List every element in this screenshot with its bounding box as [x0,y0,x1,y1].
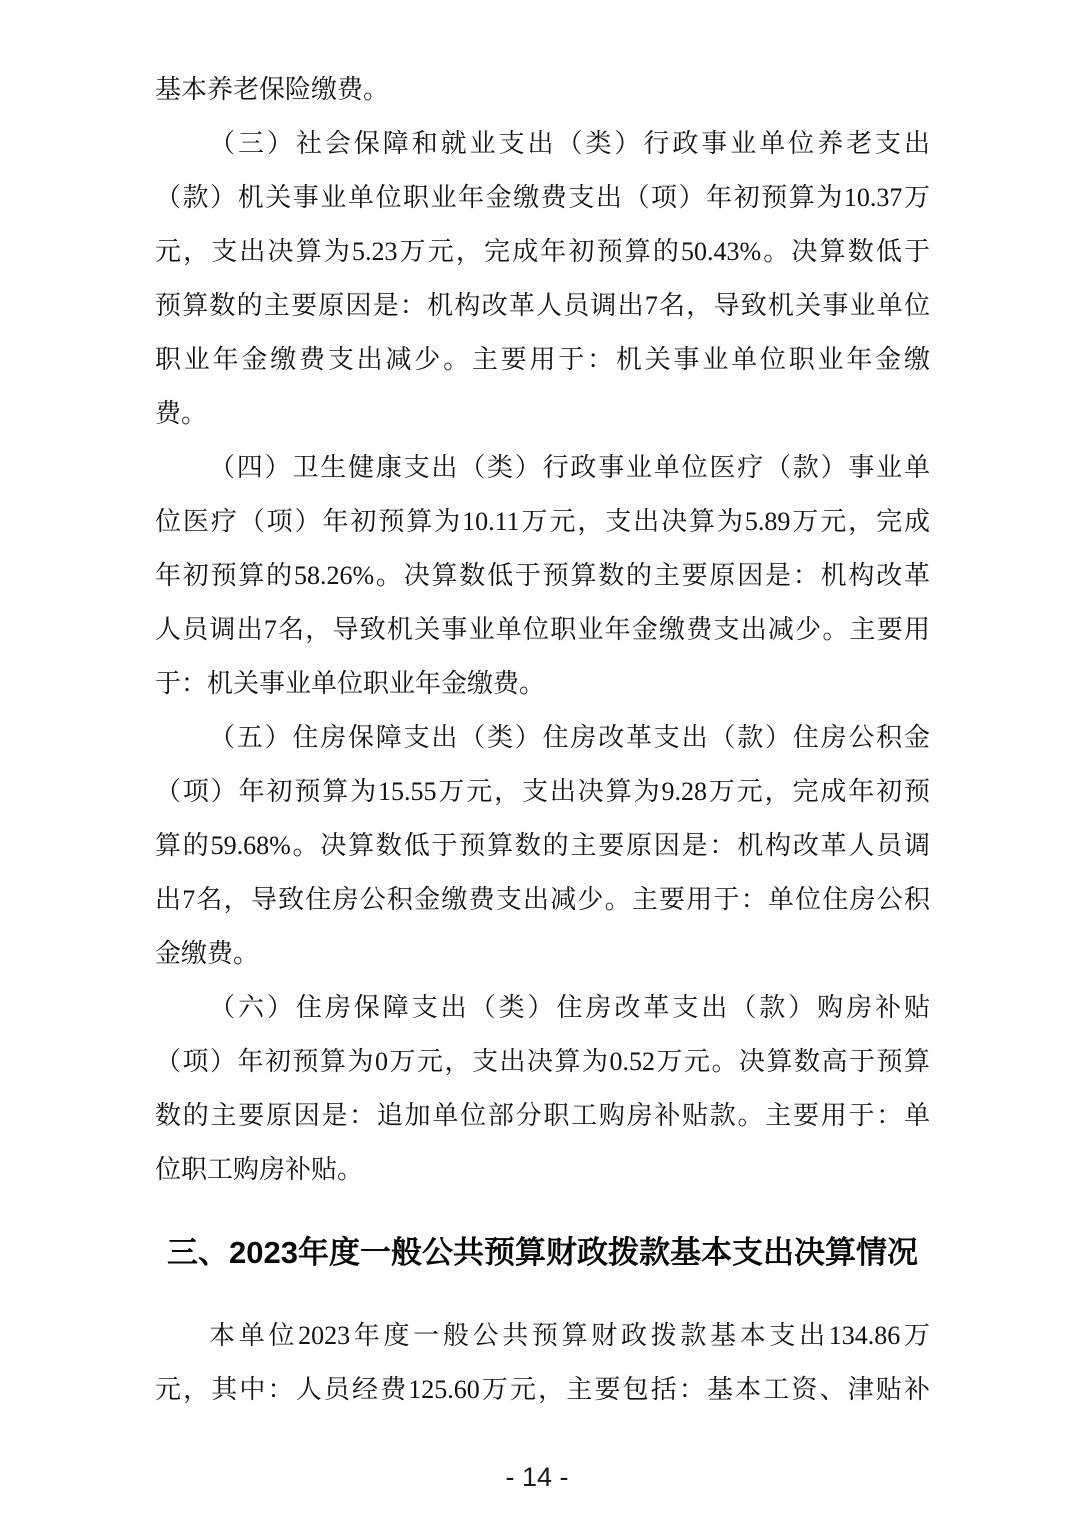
document-body [155,63,930,1417]
body-line: 本单位2023年度一般公共预算财政拨款基本支出134.86万 [209,1321,930,1350]
body-line: 基本养老保险缴费。 [155,75,390,104]
body-line: （四）卫生健康支出（类）行政事业单位医疗（款）事业单 [209,453,930,482]
body-line: （三）社会保障和就业支出（类）行政事业单位养老支出 [209,129,930,158]
body-line: 数的主要原因是：追加单位部分职工购房补贴款。主要用于：单 [155,1101,930,1130]
body-line: （五）住房保障支出（类）住房改革支出（款）住房公积金 [209,723,930,752]
body-line: 预算数的主要原因是：机构改革人员调出7名，导致机关事业单位 [155,291,930,320]
body-line: （项）年初预算为15.55万元，支出决算为9.28万元，完成年初预 [155,777,930,806]
body-line: （款）机关事业单位职业年金缴费支出（项）年初预算为10.37万 [155,183,930,212]
body-line: 位医疗（项）年初预算为10.11万元，支出决算为5.89万元，完成 [155,507,930,536]
page-number: - 14 - [505,1462,569,1492]
body-line: 元，支出决算为5.23万元，完成年初预算的50.43%。决算数低于 [155,237,930,266]
body-line: 于：机关事业单位职业年金缴费。 [155,669,546,698]
body-line: （项）年初预算为0万元，支出决算为0.52万元。决算数高于预算 [155,1047,930,1076]
body-line: 元，其中：人员经费125.60万元，主要包括：基本工资、津贴补 [155,1375,930,1404]
section-heading: 三、2023年度一般公共预算财政拨款基本支出决算情况 [167,1235,918,1270]
body-line: （六）住房保障支出（类）住房改革支出（款）购房补贴 [209,993,930,1022]
body-line: 费。 [155,399,208,428]
body-line: 金缴费。 [155,939,260,968]
body-line: 人员调出7名，导致机关事业单位职业年金缴费支出减少。主要用 [155,615,930,644]
body-line: 出7名，导致住房公积金缴费支出减少。主要用于：单位住房公积 [155,885,930,914]
body-line: 职业年金缴费支出减少。主要用于：机关事业单位职业年金缴 [155,345,930,374]
body-line: 年初预算的58.26%。决算数低于预算数的主要原因是：机构改革 [155,561,930,590]
body-line: 算的59.68%。决算数低于预算数的主要原因是：机构改革人员调 [155,831,930,860]
body-line: 位职工购房补贴。 [155,1155,364,1184]
